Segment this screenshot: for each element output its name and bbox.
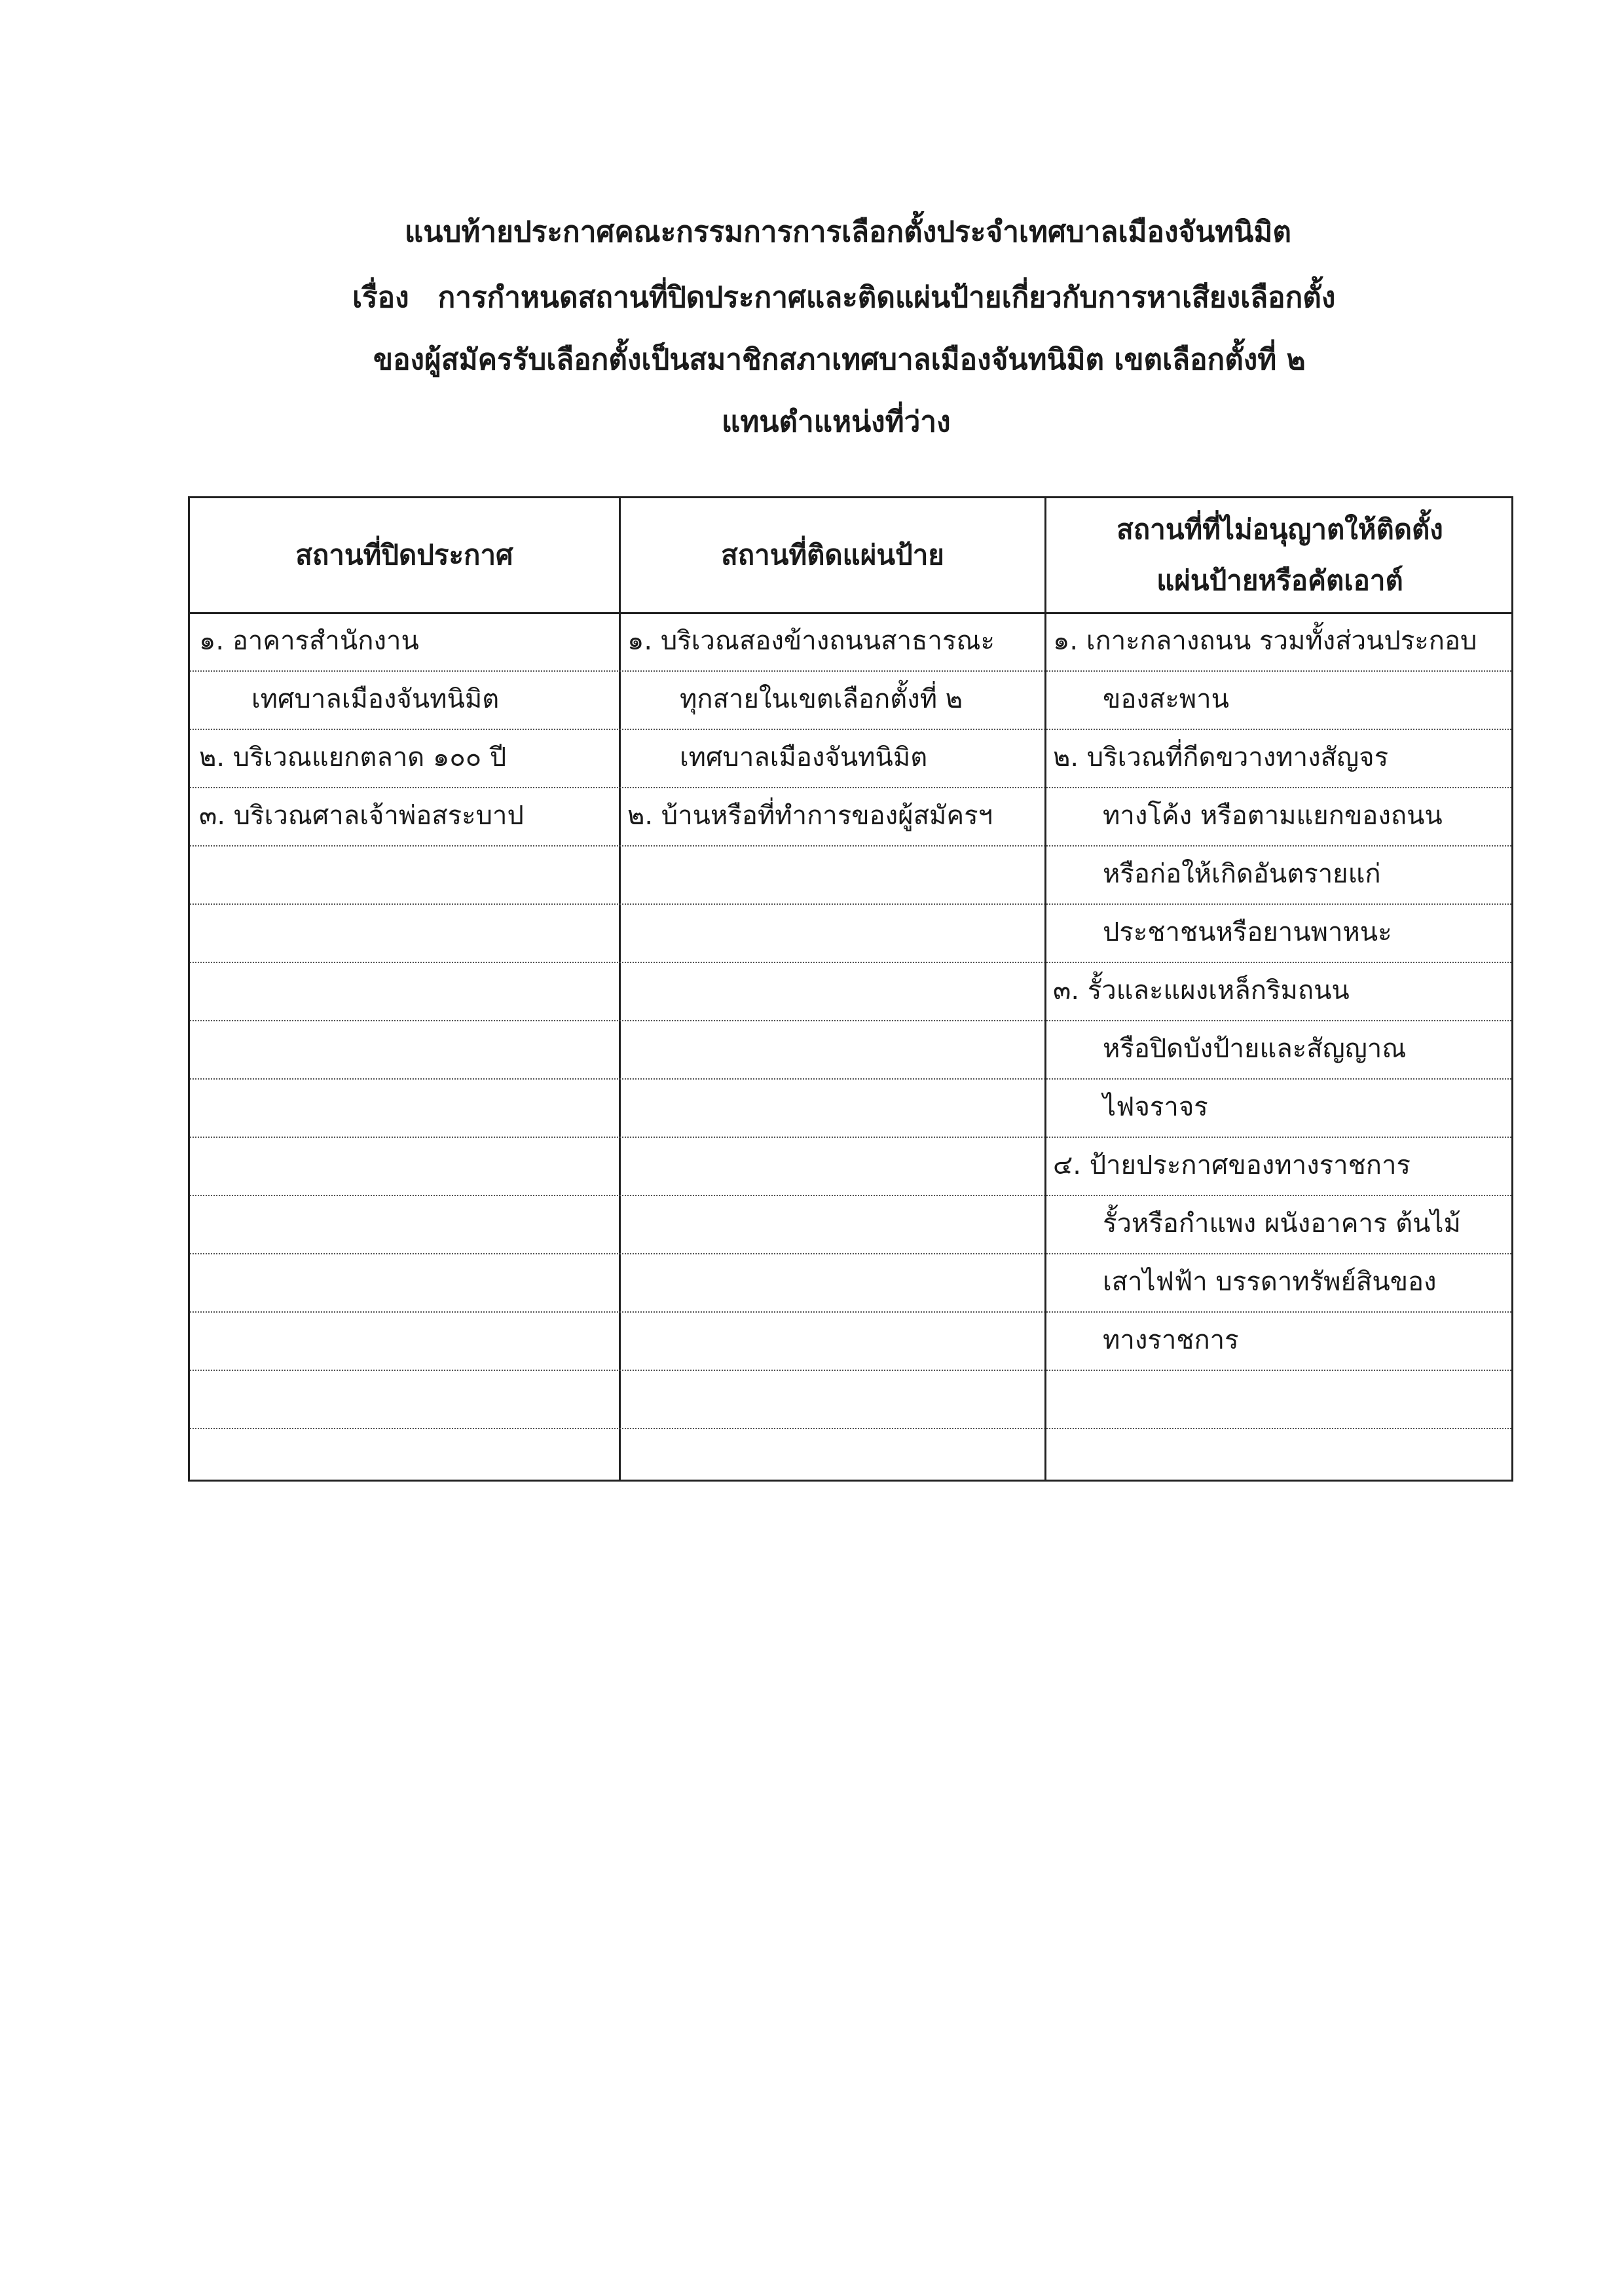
table-cell: ๑. เกาะกลางถนน รวมทั้งส่วนประกอบ xyxy=(1053,626,1477,656)
subject-text: การกำหนดสถานที่ปิดประกาศและติดแผ่นป้ายเกี่ยวกับการหาเสียงเลือกตั้ง xyxy=(437,281,1336,314)
header-posting-locations xyxy=(190,498,619,612)
header-sign-locations xyxy=(621,498,1044,612)
table-cell: หรือก่อให้เกิดอันตรายแก่ xyxy=(1103,859,1381,889)
header-text: สถานที่ปิดประกาศ xyxy=(295,539,513,571)
table-cell: ประชาชนหรือยานพาหนะ xyxy=(1103,917,1392,947)
subject-continuation: ของผู้สมัครรับเลือกตั้งเป็นสมาชิกสภาเทศบาลเมืองจันทนิมิต เขตเลือกตั้งที่ ๒ xyxy=(373,343,1306,376)
table-cell: เทศบาลเมืองจันทนิมิต xyxy=(680,742,928,773)
table-cell: ๑. อาคารสำนักงาน xyxy=(199,626,419,656)
table-cell: ไฟจราจร xyxy=(1103,1092,1208,1122)
locations-table xyxy=(188,496,1513,1482)
table-cell: ๓. บริเวณศาลเจ้าพ่อสระบาป xyxy=(199,801,524,831)
attachment-title: แนบท้ายประกาศคณะกรรมการการเลือกตั้งประจำเทศบาลเมืองจันทนิมิต xyxy=(405,215,1291,249)
table-cell: ของสะพาน xyxy=(1103,684,1229,714)
row-separator xyxy=(190,1370,1511,1371)
table-cell: หรือปิดบังป้ายและสัญญาณ xyxy=(1103,1034,1407,1064)
header-prohibited-locations xyxy=(1046,498,1513,612)
header-text: สถานที่ที่ไม่อนุญาตให้ติดตั้ง xyxy=(1116,513,1443,545)
row-separator xyxy=(190,1428,1511,1429)
table-cell: ๒. บริเวณแยกตลาด ๑๐๐ ปี xyxy=(199,742,507,773)
header-text: สถานที่ติดแผ่นป้าย xyxy=(721,539,944,571)
table-cell: ๑. บริเวณสองข้างถนนสาธารณะ xyxy=(627,626,995,656)
table-cell: ๒. บ้านหรือที่ทำการของผู้สมัครฯ xyxy=(627,801,993,831)
table-cell: ๔. ป้ายประกาศของทางราชการ xyxy=(1053,1150,1411,1180)
table-cell: เทศบาลเมืองจันทนิมิต xyxy=(251,684,500,714)
table-cell: ๓. รั้วและแผงเหล็กริมถนน xyxy=(1053,975,1350,1006)
subject-label: เรื่อง xyxy=(352,281,409,314)
table-header-row xyxy=(190,498,1511,614)
column-divider xyxy=(1044,498,1046,1480)
column-divider xyxy=(619,498,621,1480)
row-separator xyxy=(190,1078,1511,1080)
table-cell: ทางโค้ง หรือตามแยกของถนน xyxy=(1103,801,1443,831)
table-cell: เสาไฟฟ้า บรรดาทรัพย์สินของ xyxy=(1103,1267,1437,1297)
table-cell: รั้วหรือกำแพง ผนังอาคาร ต้นไม้ xyxy=(1103,1209,1461,1239)
table-cell: ทุกสายในเขตเลือกตั้งที่ ๒ xyxy=(680,684,963,714)
table-cell: ทางราชการ xyxy=(1103,1325,1239,1355)
header-text: แผ่นป้ายหรือคัตเอาต์ xyxy=(1156,564,1403,596)
subject-line xyxy=(352,278,1335,318)
row-separator xyxy=(190,1311,1511,1313)
subject-continuation-2: แทนตำแหน่งที่ว่าง xyxy=(722,405,951,439)
table-cell: ๒. บริเวณที่กีดขวางทางสัญจร xyxy=(1053,742,1389,773)
